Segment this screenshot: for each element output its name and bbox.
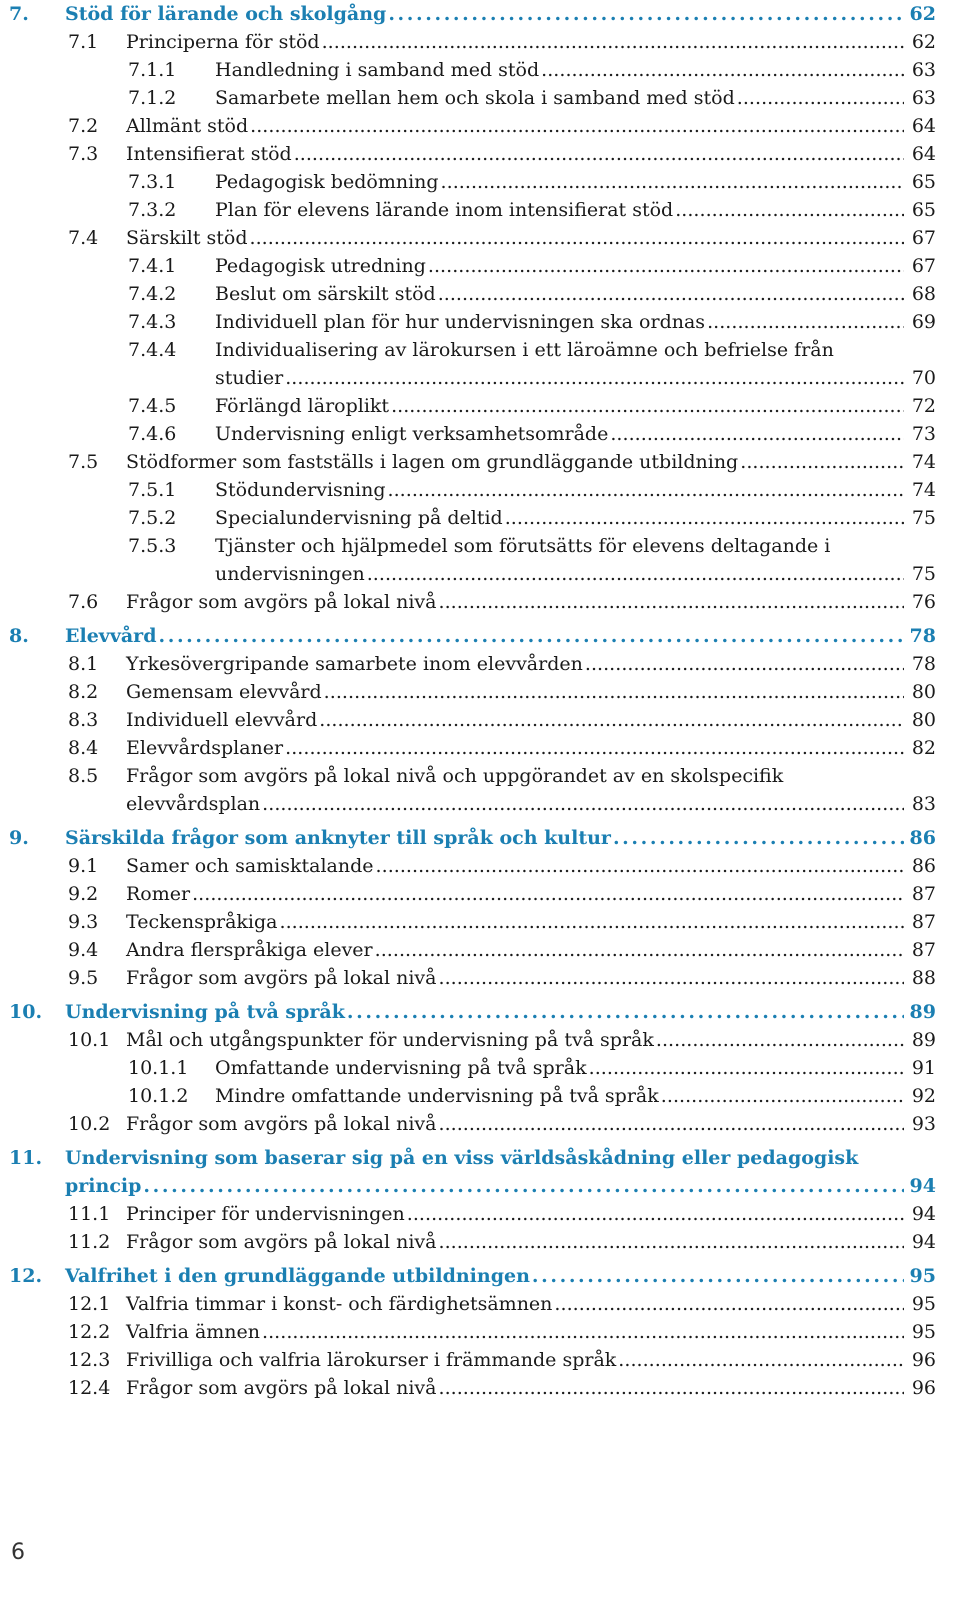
toc-entry-number: 10.1 (68, 1029, 111, 1051)
toc-entry-number: 7. (9, 3, 29, 25)
dot-leader (505, 504, 904, 532)
toc-entry-title: Frågor som avgörs på lokal nivå och uppgörandet av en skolspecifik (126, 765, 784, 787)
toc-entry-page: 78 (911, 653, 936, 675)
toc-entry-page: 87 (911, 911, 936, 933)
toc-entry-page: 73 (911, 423, 936, 445)
toc-entry-title: Tjänster och hjälpmedel som förutsätts för elevens deltagande i (215, 535, 831, 557)
toc-entry[interactable] (0, 56, 960, 84)
toc-entry-number: 9. (9, 827, 29, 849)
toc-entry-title: Särskilt stöd (126, 227, 248, 249)
toc-entry-page: 86 (911, 855, 936, 877)
toc-entry-title: Principerna för stöd (126, 31, 320, 53)
dot-leader (613, 824, 904, 852)
toc-entry-title: Stödundervisning (215, 479, 386, 501)
toc-entry-title: Särskilda frågor som anknyter till språk och kultur (65, 827, 611, 849)
toc-entry-title: Pedagogisk bedömning (215, 171, 439, 193)
dot-leader (388, 0, 904, 28)
toc-entry-page: 63 (911, 59, 936, 81)
toc-entry[interactable] (0, 1110, 960, 1138)
toc-entry-number: 10.2 (68, 1113, 111, 1135)
toc-entry-title: Intensifierat stöd (126, 143, 292, 165)
toc-entry-page: 68 (911, 283, 936, 305)
dot-leader (407, 1200, 904, 1228)
dot-leader (541, 56, 904, 84)
toc-entry-page: 86 (909, 827, 936, 849)
dot-leader (262, 1318, 904, 1346)
toc-entry-page: 69 (911, 311, 936, 333)
dot-leader (438, 280, 904, 308)
toc-entry[interactable] (0, 1200, 960, 1228)
dot-leader (675, 196, 904, 224)
dot-leader (438, 588, 904, 616)
toc-entry-page: 75 (911, 563, 936, 585)
toc-entry-page: 96 (911, 1349, 936, 1371)
toc-entry-number: 12.1 (68, 1293, 111, 1315)
dot-leader (610, 420, 904, 448)
toc-entry-page: 95 (909, 1265, 936, 1287)
toc-entry-number: 10. (9, 1001, 43, 1023)
toc-entry-number: 7.4.1 (128, 255, 177, 277)
toc-entry[interactable] (0, 734, 960, 762)
toc-entry-title: Gemensam elevvård (126, 681, 322, 703)
toc-entry-page: 94 (911, 1203, 936, 1225)
toc-entry-number: 7.1 (68, 31, 99, 53)
toc-entry-title: Individuell elevvård (126, 709, 318, 731)
toc-entry-title: Allmänt stöd (126, 115, 249, 137)
toc-entry-page: 72 (911, 395, 936, 417)
toc-entry-number: 7.5 (68, 451, 99, 473)
dot-leader (707, 308, 904, 336)
dot-leader (441, 168, 904, 196)
toc-entry-number: 12.3 (68, 1349, 111, 1371)
toc-entry-title: Frågor som avgörs på lokal nivå (126, 1377, 437, 1399)
toc-entry-title: Individualisering av lärokursen i ett läroämne och befrielse från (215, 339, 834, 361)
toc-entry-number: 7.5.2 (128, 507, 177, 529)
toc-entry-number: 7.2 (68, 115, 99, 137)
toc-entry-number: 10.1.1 (128, 1057, 189, 1079)
toc-entry-number: 7.5.1 (128, 479, 177, 501)
toc-entry[interactable] (0, 880, 960, 908)
toc-entry[interactable] (0, 252, 960, 280)
toc-entry-number: 9.2 (68, 883, 99, 905)
dot-leader (347, 998, 904, 1026)
toc-entry-page: 64 (911, 115, 936, 137)
toc-entry-number: 7.3.2 (128, 199, 177, 221)
toc-chapter-entry[interactable] (0, 1144, 960, 1200)
toc-entry-title: Beslut om särskilt stöd (215, 283, 436, 305)
toc-entry-page: 65 (911, 199, 936, 221)
toc-entry[interactable] (0, 706, 960, 734)
toc-entry-page: 74 (911, 451, 936, 473)
toc-entry[interactable] (0, 84, 960, 112)
toc-entry[interactable] (0, 1026, 960, 1054)
toc-entry[interactable] (0, 1346, 960, 1374)
toc-entry-title: undervisningen (215, 563, 365, 585)
toc-chapter-entry[interactable] (0, 1262, 960, 1290)
toc-entry[interactable] (0, 650, 960, 678)
toc-entry-number: 7.4.5 (128, 395, 177, 417)
toc-entry[interactable] (0, 448, 960, 476)
toc-chapter-entry[interactable] (0, 622, 960, 650)
toc-entry-page: 67 (911, 255, 936, 277)
toc-entry-number: 7.4.3 (128, 311, 177, 333)
toc-entry-title: Frågor som avgörs på lokal nivå (126, 1113, 437, 1135)
dot-leader (428, 252, 904, 280)
dot-leader (585, 650, 904, 678)
toc-entry[interactable] (0, 588, 960, 616)
toc-entry-title: Samer och samisktalande (126, 855, 374, 877)
toc-entry-title: Principer för undervisningen (126, 1203, 405, 1225)
toc-entry-page: 95 (911, 1321, 936, 1343)
toc-entry[interactable] (0, 168, 960, 196)
dot-leader (285, 364, 904, 392)
toc-entry-title: Frågor som avgörs på lokal nivå (126, 1231, 437, 1253)
toc-entry-page: 62 (911, 31, 936, 53)
toc-entry-number: 8.2 (68, 681, 99, 703)
dot-leader (554, 1290, 904, 1318)
toc-entry-title: Individuell plan för hur undervisningen ska ordnas (215, 311, 706, 333)
toc-entry-number: 7.3.1 (128, 171, 177, 193)
dot-leader (656, 1026, 904, 1054)
toc-entry[interactable] (0, 964, 960, 992)
dot-leader (391, 392, 904, 420)
toc-entry-page: 82 (911, 737, 936, 759)
toc-entry-title: studier (215, 367, 284, 389)
dot-leader (376, 852, 904, 880)
toc-entry-number: 11.2 (68, 1231, 111, 1253)
toc-entry-number: 9.5 (68, 967, 99, 989)
dot-leader (279, 908, 904, 936)
toc-entry-page: 88 (911, 967, 936, 989)
toc-entry-title: Stöd för lärande och skolgång (65, 3, 387, 25)
dot-leader (532, 1262, 904, 1290)
toc-entry[interactable] (0, 112, 960, 140)
toc-entry-title: Andra flerspråkiga elever (126, 939, 373, 961)
toc-entry-page: 78 (909, 625, 936, 647)
toc-entry-title: Romer (126, 883, 191, 905)
toc-entry-title: Undervisning som baserar sig på en viss världsåskådning eller pedagogisk (65, 1147, 859, 1169)
toc-entry-page: 64 (911, 143, 936, 165)
toc-entry[interactable] (0, 28, 960, 56)
toc-entry[interactable] (0, 1374, 960, 1402)
toc-entry[interactable] (0, 308, 960, 336)
toc-entry-page: 75 (911, 507, 936, 529)
toc-entry-number: 8.4 (68, 737, 99, 759)
toc-entry-number: 7.1.1 (128, 59, 177, 81)
dot-leader (322, 28, 904, 56)
dot-leader (158, 622, 904, 650)
toc-entry-number: 7.3 (68, 143, 99, 165)
toc-entry-title: Valfria ämnen (126, 1321, 261, 1343)
toc-entry-title: Frågor som avgörs på lokal nivå (126, 967, 437, 989)
toc-entry-title: Mål och utgångspunkter för undervisning på två språk (126, 1029, 654, 1051)
toc-entry[interactable] (0, 1054, 960, 1082)
toc-entry-title: Teckenspråkiga (126, 911, 278, 933)
toc-entry-number: 7.4.6 (128, 423, 177, 445)
dot-leader (324, 678, 904, 706)
page-number: 6 (11, 1540, 25, 1565)
toc-entry-number: 10.1.2 (128, 1085, 189, 1107)
toc-entry-number: 8.5 (68, 765, 99, 787)
toc-entry-number: 8. (9, 625, 29, 647)
toc-entry-page: 89 (909, 1001, 936, 1023)
toc-entry-title: Mindre omfattande undervisning på två språk (215, 1085, 659, 1107)
toc-entry-page: 74 (911, 479, 936, 501)
toc-entry-page: 89 (911, 1029, 936, 1051)
dot-leader (250, 224, 904, 252)
toc-entry-page: 70 (911, 367, 936, 389)
toc-entry-number: 7.4.4 (128, 339, 177, 361)
toc-entry-title: Specialundervisning på deltid (215, 507, 503, 529)
dot-leader (438, 964, 904, 992)
toc-entry[interactable] (0, 420, 960, 448)
toc-entry-number: 7.4 (68, 227, 99, 249)
dot-leader (192, 880, 904, 908)
toc-entry-number: 9.3 (68, 911, 99, 933)
toc-entry-title: Valfria timmar i konst- och färdighetsämnen (126, 1293, 553, 1315)
toc-entry-page: 67 (911, 227, 936, 249)
toc-entry-page: 83 (911, 793, 936, 815)
toc-entry-page: 65 (911, 171, 936, 193)
toc-entry-page: 94 (911, 1231, 936, 1253)
toc-entry-number: 7.5.3 (128, 535, 177, 557)
toc-entry-title: Yrkesövergripande samarbete inom elevvården (126, 653, 583, 675)
toc-entry[interactable] (0, 336, 960, 392)
toc-entry-page: 94 (909, 1175, 936, 1197)
toc-entry-page: 80 (911, 681, 936, 703)
toc-entry-title: Pedagogisk utredning (215, 255, 426, 277)
toc-entry[interactable] (0, 1318, 960, 1346)
toc-entry-title: Omfattande undervisning på två språk (215, 1057, 587, 1079)
toc-entry-title: Frivilliga och valfria lärokurser i främmande språk (126, 1349, 617, 1371)
toc-entry-page: 87 (911, 939, 936, 961)
toc-entry-page: 95 (911, 1293, 936, 1315)
toc-entry-title: Undervisning enligt verksamhetsområde (215, 423, 609, 445)
toc-entry-page: 76 (911, 591, 936, 613)
dot-leader (740, 448, 904, 476)
toc-entry-title: Förlängd läroplikt (215, 395, 390, 417)
toc-entry-number: 8.1 (68, 653, 99, 675)
toc-entry[interactable] (0, 224, 960, 252)
dot-leader (618, 1346, 904, 1374)
toc-entry-title: elevvårdsplan (126, 793, 261, 815)
toc-entry-number: 12.2 (68, 1321, 111, 1343)
dot-leader (143, 1172, 904, 1200)
toc-entry-title: Samarbete mellan hem och skola i samband med stöd (215, 87, 735, 109)
toc-entry-number: 7.6 (68, 591, 99, 613)
toc-entry[interactable] (0, 762, 960, 818)
dot-leader (294, 140, 904, 168)
dot-leader (388, 476, 905, 504)
toc-entry[interactable] (0, 936, 960, 964)
toc-entry-page: 92 (911, 1085, 936, 1107)
dot-leader (319, 706, 904, 734)
toc-entry-number: 11.1 (68, 1203, 111, 1225)
toc-entry[interactable] (0, 852, 960, 880)
toc-entry[interactable] (0, 140, 960, 168)
toc-chapter-entry[interactable] (0, 998, 960, 1026)
toc-entry[interactable] (0, 196, 960, 224)
toc-entry[interactable] (0, 504, 960, 532)
toc-chapter-entry[interactable] (0, 0, 960, 28)
dot-leader (661, 1082, 904, 1110)
toc-entry[interactable] (0, 1290, 960, 1318)
toc-entry[interactable] (0, 1082, 960, 1110)
toc-entry-title: Undervisning på två språk (65, 1001, 345, 1023)
toc-entry[interactable] (0, 280, 960, 308)
toc-entry-page: 96 (911, 1377, 936, 1399)
toc-entry-number: 12. (9, 1265, 43, 1287)
toc-entry-title: Plan för elevens lärande inom intensifierat stöd (215, 199, 674, 221)
toc-entry-page: 62 (909, 3, 936, 25)
toc-entry-title: princip (65, 1175, 142, 1197)
toc-entry-title: Handledning i samband med stöd (215, 59, 540, 81)
toc-entry[interactable] (0, 476, 960, 504)
toc-entry[interactable] (0, 532, 960, 588)
toc-entry-title: Valfrihet i den grundläggande utbildningen (65, 1265, 530, 1287)
toc-entry-title: Elevvårdsplaner (126, 737, 284, 759)
dot-leader (375, 936, 904, 964)
toc-entry-page: 80 (911, 709, 936, 731)
dot-leader (262, 790, 904, 818)
toc-entry-number: 8.3 (68, 709, 99, 731)
toc-entry-title: Elevvård (65, 625, 157, 647)
toc-entry-number: 12.4 (68, 1377, 111, 1399)
toc-entry-page: 91 (911, 1057, 936, 1079)
toc-entry-number: 7.1.2 (128, 87, 177, 109)
dot-leader (589, 1054, 904, 1082)
dot-leader (737, 84, 904, 112)
toc-entry-page: 87 (911, 883, 936, 905)
toc-entry-number: 9.4 (68, 939, 99, 961)
toc-entry[interactable] (0, 1228, 960, 1256)
dot-leader (438, 1110, 904, 1138)
dot-leader (438, 1228, 904, 1256)
toc-entry-title: Frågor som avgörs på lokal nivå (126, 591, 437, 613)
toc-entry-page: 63 (911, 87, 936, 109)
dot-leader (285, 734, 904, 762)
toc-entry-number: 9.1 (68, 855, 99, 877)
toc-entry-number: 11. (9, 1147, 43, 1169)
toc-entry-number: 7.4.2 (128, 283, 177, 305)
toc-entry-title: Stödformer som fastställs i lagen om grundläggande utbildning (126, 451, 739, 473)
dot-leader (250, 112, 904, 140)
toc-chapter-entry[interactable] (0, 824, 960, 852)
toc-entry[interactable] (0, 908, 960, 936)
dot-leader (367, 560, 904, 588)
toc-entry[interactable] (0, 392, 960, 420)
toc-entry-page: 93 (911, 1113, 936, 1135)
toc-entry[interactable] (0, 678, 960, 706)
dot-leader (438, 1374, 904, 1402)
